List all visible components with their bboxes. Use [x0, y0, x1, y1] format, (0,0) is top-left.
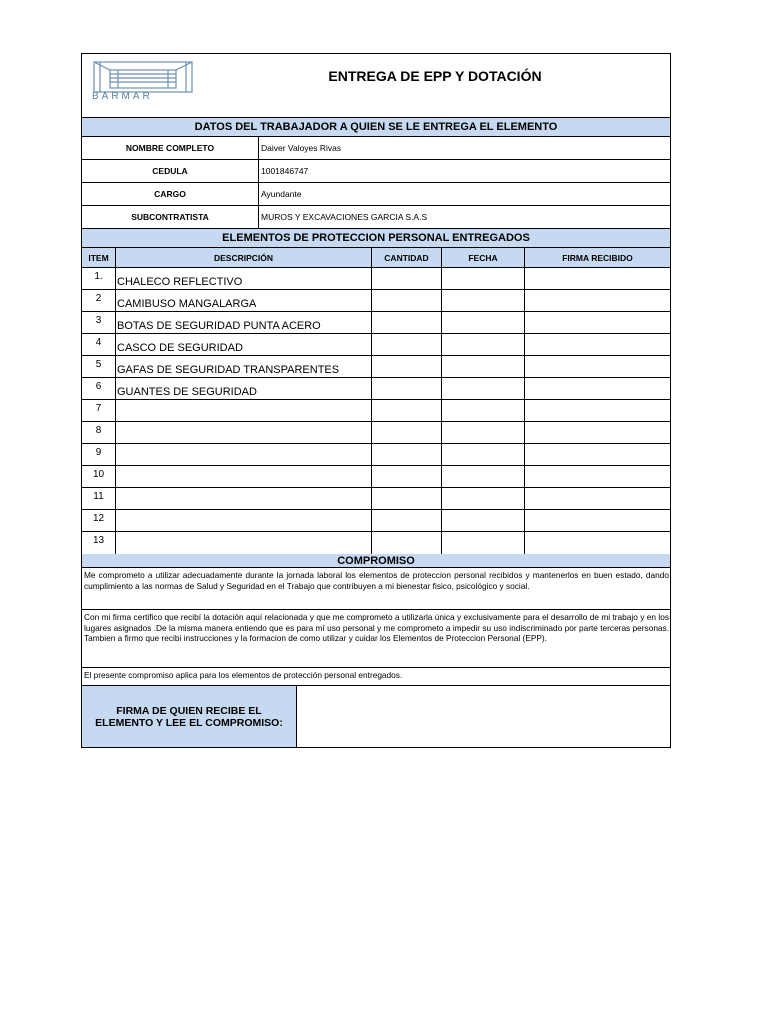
table-row — [82, 378, 670, 400]
item-description[interactable] — [116, 444, 372, 465]
item-quantity[interactable] — [372, 466, 442, 487]
item-signature[interactable] — [525, 510, 670, 531]
column-header-description: DESCRIPCIÓN — [116, 248, 372, 267]
item-description[interactable] — [116, 400, 372, 421]
table-row — [82, 488, 670, 510]
item-number: 8 — [82, 422, 116, 443]
item-description[interactable] — [116, 532, 372, 554]
elements-table-header — [82, 248, 670, 268]
item-quantity[interactable] — [372, 422, 442, 443]
item-quantity[interactable] — [372, 510, 442, 531]
signature-label: FIRMA DE QUIEN RECIBE EL ELEMENTO Y LEE EL COMPROMISO: — [82, 686, 297, 747]
item-number: 2 — [82, 290, 116, 311]
item-signature[interactable] — [525, 290, 670, 311]
item-date[interactable] — [442, 532, 525, 554]
item-description[interactable] — [116, 510, 372, 531]
worker-field-row — [82, 206, 670, 229]
column-header-date: FECHA — [442, 248, 525, 267]
table-row — [82, 290, 670, 312]
item-quantity[interactable] — [372, 356, 442, 377]
item-quantity[interactable] — [372, 378, 442, 399]
item-description[interactable] — [116, 422, 372, 443]
item-description[interactable]: GUANTES DE SEGURIDAD — [116, 378, 372, 399]
item-description[interactable]: CASCO DE SEGURIDAD — [116, 334, 372, 355]
item-description[interactable]: GAFAS DE SEGURIDAD TRANSPARENTES — [116, 356, 372, 377]
item-number: 7 — [82, 400, 116, 421]
item-date[interactable] — [442, 510, 525, 531]
item-number: 1. — [82, 268, 116, 289]
full-name-label: NOMBRE COMPLETO — [82, 137, 259, 159]
item-quantity[interactable] — [372, 444, 442, 465]
table-row — [82, 422, 670, 444]
table-row — [82, 312, 670, 334]
item-number: 5 — [82, 356, 116, 377]
item-number: 9 — [82, 444, 116, 465]
table-row — [82, 334, 670, 356]
commitment-paragraph-row — [82, 610, 670, 668]
elements-table-body — [82, 268, 670, 554]
item-number: 3 — [82, 312, 116, 333]
item-signature[interactable] — [525, 532, 670, 554]
elements-section-header — [82, 229, 670, 248]
full-name-value[interactable]: Daiver Valoyes Rivas — [261, 143, 342, 153]
item-description[interactable] — [116, 466, 372, 487]
signature-row — [82, 686, 670, 747]
signature-field[interactable] — [297, 686, 670, 747]
table-row — [82, 268, 670, 290]
column-header-item: ITEM — [82, 248, 116, 267]
table-row — [82, 510, 670, 532]
item-date[interactable] — [442, 466, 525, 487]
commitment-paragraph-3: El presente compromiso aplica para los elementos de protección personal entregados. — [84, 670, 403, 680]
item-date[interactable] — [442, 268, 525, 289]
form-title: ENTREGA DE EPP Y DOTACIÓN — [328, 68, 542, 84]
item-signature[interactable] — [525, 378, 670, 399]
table-row — [82, 466, 670, 488]
commitment-title: COMPROMISO — [337, 554, 415, 567]
item-quantity[interactable] — [372, 400, 442, 421]
item-signature[interactable] — [525, 466, 670, 487]
item-number: 12 — [82, 510, 116, 531]
item-signature[interactable] — [525, 334, 670, 355]
worker-field-row — [82, 183, 670, 206]
item-description[interactable]: BOTAS DE SEGURIDAD PUNTA ACERO — [116, 312, 372, 333]
item-description[interactable] — [116, 488, 372, 509]
item-description[interactable]: CHALECO REFLECTIVO — [116, 268, 372, 289]
item-number: 6 — [82, 378, 116, 399]
commitment-section-header — [82, 554, 670, 568]
item-date[interactable] — [442, 356, 525, 377]
worker-section-header — [82, 118, 670, 137]
item-signature[interactable] — [525, 422, 670, 443]
item-date[interactable] — [442, 312, 525, 333]
item-signature[interactable] — [525, 488, 670, 509]
commitment-paragraph-row — [82, 668, 670, 686]
table-row — [82, 444, 670, 466]
worker-section-title: DATOS DEL TRABAJADOR A QUIEN SE LE ENTREGA EL ELEMENTO — [194, 121, 558, 133]
item-quantity[interactable] — [372, 268, 442, 289]
elements-section-title: ELEMENTOS DE PROTECCION PERSONAL ENTREGADOS — [222, 232, 530, 244]
item-quantity[interactable] — [372, 290, 442, 311]
item-date[interactable] — [442, 334, 525, 355]
item-quantity[interactable] — [372, 312, 442, 333]
item-number: 13 — [82, 532, 116, 554]
item-date[interactable] — [442, 444, 525, 465]
item-signature[interactable] — [525, 400, 670, 421]
commitment-paragraph-1: Me comprometo a utilizar adecuadamente durante la jornada laboral los elementos de proteccion personal recibidos y mantenerlos en buen estado, dando cumplimiento a las normas de Salud y Seguridad en el Trabajo que contribuyen a mi bienestar fisico, psicológico y social. — [84, 570, 669, 591]
subcontractor-value[interactable]: MUROS Y EXCAVACIONES GARCIA S.A.S — [261, 212, 428, 222]
id-number-label: CEDULA — [82, 160, 259, 182]
form-header — [82, 54, 670, 118]
subcontractor-label: SUBCONTRATISTA — [82, 206, 259, 228]
table-row — [82, 400, 670, 422]
item-quantity[interactable] — [372, 488, 442, 509]
company-logo — [82, 54, 200, 118]
epp-delivery-form — [81, 53, 671, 748]
table-row — [82, 356, 670, 378]
commitment-paragraph-2: Con mi firma certifico que recibí la dotación aquí relacionada y que me comprometo a utilizarla única y exclusivamente para el desarrollo de mi trabajo y en los lugares asignados .De la misma manera entiendo que es para mí uso personal y me comprometo a impedir su uso indiscriminado por parte terceras personas. Tambien a firmo que recibi instrucciones y la formacion de como utilizar y cuidar los Elementos de Proteccion Personal (EPP). — [84, 612, 669, 643]
item-date[interactable] — [442, 378, 525, 399]
item-description[interactable]: CAMIBUSO MANGALARGA — [116, 290, 372, 311]
item-signature[interactable] — [525, 268, 670, 289]
worker-field-row — [82, 160, 670, 183]
commitment-paragraph-row — [82, 568, 670, 610]
logo-text: BARMAR — [92, 91, 153, 102]
id-number-value[interactable]: 1001846747 — [261, 166, 309, 176]
item-number: 10 — [82, 466, 116, 487]
item-date[interactable] — [442, 422, 525, 443]
column-header-signature: FIRMA RECIBIDO — [562, 252, 633, 263]
column-header-quantity: CANTIDAD — [372, 248, 442, 267]
item-signature[interactable] — [525, 312, 670, 333]
item-signature[interactable] — [525, 444, 670, 465]
table-row — [82, 532, 670, 554]
item-date[interactable] — [442, 290, 525, 311]
item-date[interactable] — [442, 488, 525, 509]
item-number: 11 — [82, 488, 116, 509]
item-quantity[interactable] — [372, 532, 442, 554]
position-label: CARGO — [82, 183, 259, 205]
position-value[interactable]: Ayundante — [261, 189, 302, 199]
worker-field-row — [82, 137, 670, 160]
item-number: 4 — [82, 334, 116, 355]
item-quantity[interactable] — [372, 334, 442, 355]
item-date[interactable] — [442, 400, 525, 421]
item-signature[interactable] — [525, 356, 670, 377]
